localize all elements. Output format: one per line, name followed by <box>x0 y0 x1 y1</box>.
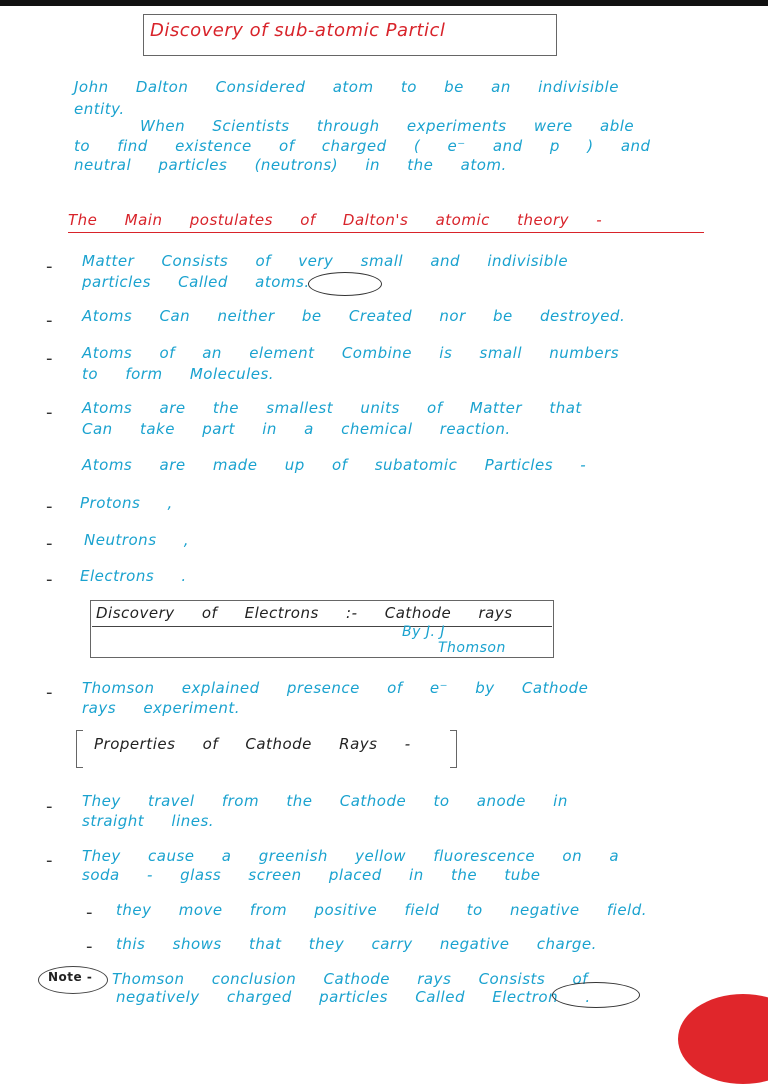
subatomic-item-neutrons: Neutrons , <box>84 531 190 549</box>
atoms-circled-mark <box>308 272 382 296</box>
dash-bullet: - <box>46 496 53 517</box>
property-1-line-1: They travel from the Cathode to anode in <box>82 792 568 810</box>
electron-title-underline <box>92 626 552 627</box>
dash-bullet: - <box>46 796 53 817</box>
property-2-line-1: They cause a greenish yellow fluorescence on a <box>82 847 620 865</box>
postulate-3-line-1: Atoms of an element Combine is small numbers <box>82 344 620 362</box>
postulates-heading-underline <box>68 232 704 233</box>
property-sub-item-1: they move from positive field to negative field. <box>116 901 647 919</box>
property-1-line-2: straight lines. <box>82 812 215 830</box>
dash-bullet: - <box>46 402 53 423</box>
postulate-3-line-2: to form Molecules. <box>82 365 275 383</box>
subatomic-heading: Atoms are made up of subatomic Particles - <box>82 456 587 474</box>
subatomic-item-protons: Protons , <box>80 494 173 512</box>
dash-bullet: - <box>46 569 53 590</box>
property-2-line-2: soda - glass screen placed in the tube <box>82 866 541 884</box>
electron-discovery-by: By J. J <box>402 624 445 640</box>
postulate-2-line-1: Atoms Can neither be Created nor be destroyed. <box>82 307 626 325</box>
note-label: Note - <box>48 970 93 984</box>
intro-line-2: entity. <box>74 100 125 118</box>
dash-bullet: - <box>86 936 93 957</box>
dash-bullet: - <box>46 310 53 331</box>
properties-heading: Properties of Cathode Rays - <box>94 735 411 753</box>
electron-discovery-name: Thomson <box>438 640 506 656</box>
properties-bracket-right <box>450 730 457 768</box>
property-sub-item-2: this shows that they carry negative charge. <box>116 935 597 953</box>
dash-bullet: - <box>86 902 93 923</box>
thomson-line-2: rays experiment. <box>82 699 241 717</box>
dash-bullet: - <box>46 850 53 871</box>
thomson-line-1: Thomson explained presence of e⁻ by Cathode <box>82 679 589 697</box>
dash-bullet: - <box>46 533 53 554</box>
postulate-4-line-1: Atoms are the smallest units of Matter that <box>82 399 582 417</box>
electron-discovery-title: Discovery of Electrons :- Cathode rays <box>96 604 513 622</box>
postulate-4-line-2: Can take part in a chemical reaction. <box>82 420 511 438</box>
postulate-1-line-2: particles Called atoms. <box>82 273 310 291</box>
postulates-heading: The Main postulates of Dalton's atomic theory - <box>68 211 603 229</box>
note-line-1: Thomson conclusion Cathode rays Consists of <box>112 970 588 988</box>
intro-line-4: to find existence of charged ( e⁻ and p ) and <box>74 137 651 155</box>
dash-bullet: - <box>46 348 53 369</box>
intro-line-1: John Dalton Considered atom to be an indivisible <box>74 78 619 96</box>
dash-bullet: - <box>46 256 53 277</box>
dash-bullet: - <box>46 682 53 703</box>
subatomic-item-electrons: Electrons . <box>80 567 187 585</box>
page-title: Discovery of sub-atomic Particl <box>150 20 446 41</box>
postulate-1-line-1: Matter Consists of very small and indivisible <box>82 252 569 270</box>
note-line-2: negatively charged particles Called Electron . <box>116 988 591 1006</box>
electron-circled-mark <box>552 982 640 1008</box>
properties-bracket-left <box>76 730 83 768</box>
intro-line-5: neutral particles (neutrons) in the atom. <box>74 156 507 174</box>
red-corner-badge <box>678 994 768 1084</box>
intro-line-3: When Scientists through experiments were able <box>140 117 635 135</box>
top-bar <box>0 0 768 6</box>
